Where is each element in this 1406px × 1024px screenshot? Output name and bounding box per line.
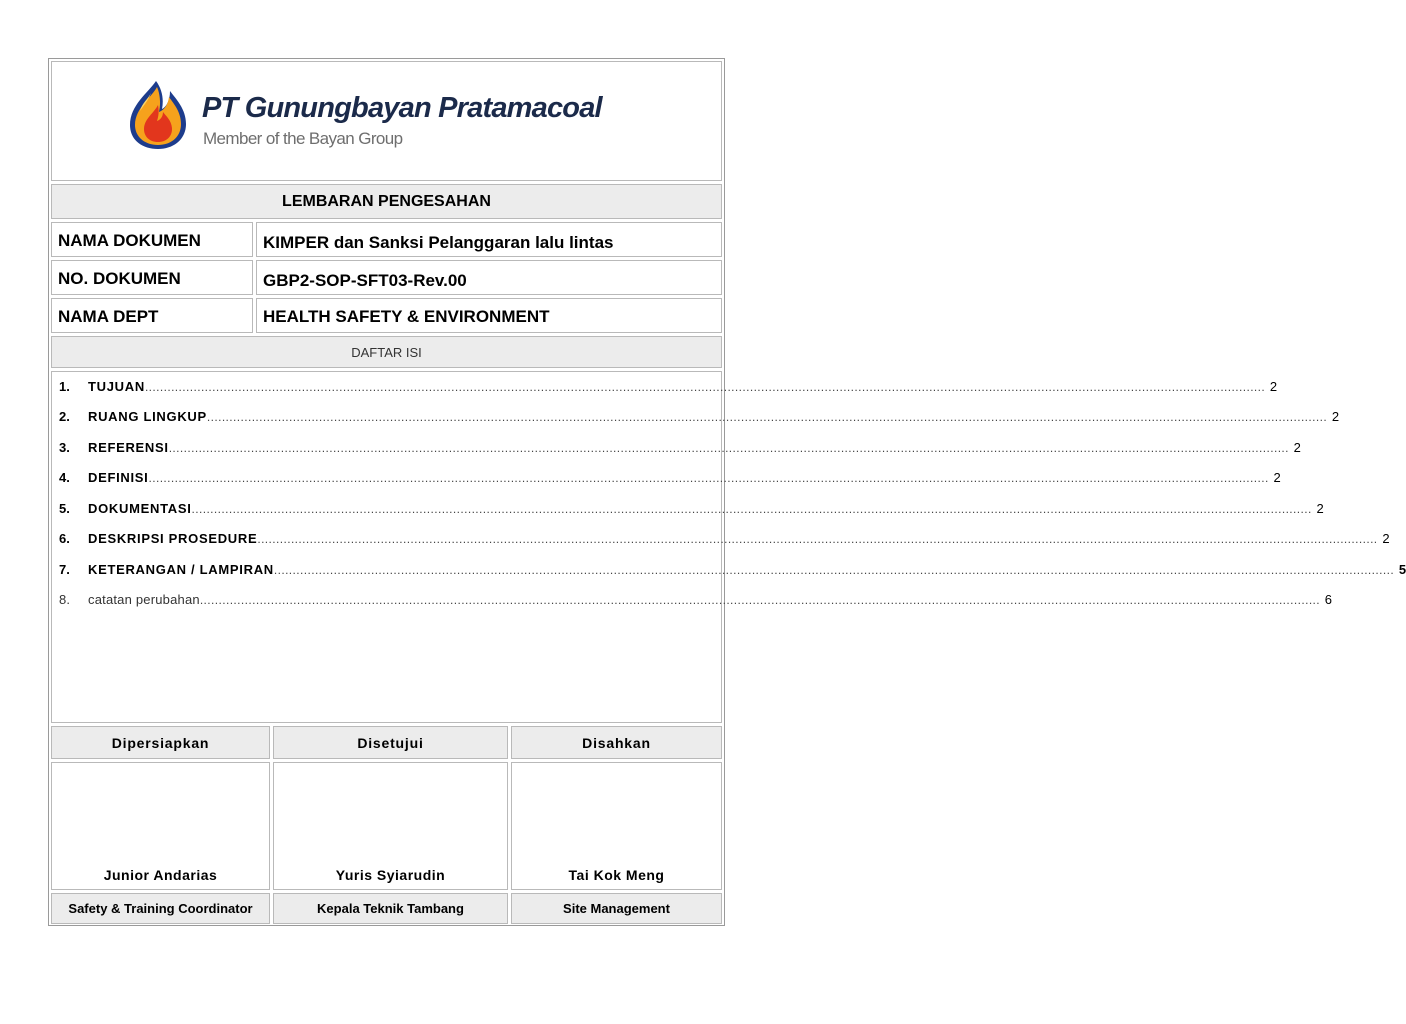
signatory-name: Yuris Syiarudin — [335, 867, 446, 883]
signatory-role-cell — [273, 893, 508, 924]
signatory-role-cell — [51, 893, 270, 924]
toc-item[interactable]: 4. DEFINISI ............................................................................................................................................................................................................................................................................................................ 2 — [59, 470, 1281, 485]
signatory-name: Tai Kok Meng — [568, 867, 665, 883]
field-value-document-number — [256, 260, 722, 295]
field-label-department — [51, 298, 253, 333]
signature-box — [273, 762, 508, 890]
signatory-role: Safety & Training Coordinator — [68, 901, 253, 916]
signatory-role: Kepala Teknik Tambang — [317, 901, 464, 916]
toc-leader-dots: ............................................................................................................................................................................................................................................................................................................ — [206, 410, 1328, 424]
signature-box — [51, 762, 270, 890]
signature-heading-cell — [51, 726, 270, 759]
field-label-document-number — [51, 260, 253, 295]
field-label-document-name — [51, 222, 253, 257]
sheet-title-cell — [51, 184, 722, 219]
toc-heading: DAFTAR ISI — [351, 345, 422, 360]
signature-heading: Disetujui — [357, 735, 424, 751]
field-value-department — [256, 298, 722, 333]
toc-item[interactable]: 1. TUJUAN ............................................................................................................................................................................................................................................................................................................ 2 — [59, 379, 1278, 394]
toc-leader-dots: ............................................................................................................................................................................................................................................................................................................ — [273, 563, 1395, 577]
toc-leader-dots: ............................................................................................................................................................................................................................................................................................................ — [257, 532, 1378, 546]
toc-list — [51, 371, 1406, 723]
toc-leader-dots: ............................................................................................................................................................................................................................................................................................................ — [168, 441, 1289, 455]
toc-heading-cell — [51, 336, 722, 368]
toc-leader-dots: ............................................................................................................................................................................................................................................................................................................ — [148, 471, 1269, 485]
logo-header — [51, 61, 722, 181]
signatory-name: Junior Andarias — [103, 867, 218, 883]
field-value-document-name — [256, 222, 722, 257]
sheet-title: LEMBARAN PENGESAHAN — [282, 193, 491, 210]
toc-item[interactable]: 5. DOKUMENTASI ............................................................................................................................................................................................................................................................................................................ 2 — [59, 501, 1324, 516]
signature-box — [511, 762, 722, 890]
toc-item[interactable]: 7. KETERANGAN / LAMPIRAN ............................................................................................................................................................................................................................................................................................................ 5 — [59, 562, 1406, 577]
field-label: NAMA DOKUMEN — [58, 231, 201, 250]
signature-heading-cell — [273, 726, 508, 759]
field-label: NAMA DEPT — [58, 307, 159, 326]
field-value: HEALTH SAFETY & ENVIRONMENT — [263, 307, 550, 326]
approval-sheet — [48, 58, 1406, 926]
signature-heading-cell — [511, 726, 722, 759]
field-label: NO. DOKUMEN — [58, 269, 181, 288]
toc-leader-dots: ............................................................................................................................................................................................................................................................................................................ — [144, 380, 1266, 394]
company-tagline: Member of the Bayan Group — [203, 129, 403, 148]
toc-item[interactable]: 6. DESKRIPSI PROSEDURE ............................................................................................................................................................................................................................................................................................................ 2 — [59, 531, 1390, 546]
toc-leader-dots: ............................................................................................................................................................................................................................................................................................................ — [191, 502, 1312, 516]
toc-item[interactable]: 2. RUANG LINGKUP ............................................................................................................................................................................................................................................................................................................ 2 — [59, 409, 1340, 424]
flame-logo-icon — [126, 79, 190, 151]
signature-heading: Dipersiapkan — [111, 735, 210, 751]
field-value: GBP2-SOP-SFT03-Rev.00 — [263, 271, 467, 290]
signatory-role-cell — [511, 893, 722, 924]
toc-item[interactable]: 8. catatan perubahan ............................................................................................................................................................................................................................................................................................................ 6 — [59, 592, 1333, 607]
toc-item[interactable]: 3. REFERENSI ............................................................................................................................................................................................................................................................................................................ 2 — [59, 440, 1301, 455]
signature-heading: Disahkan — [582, 735, 651, 751]
signatory-role: Site Management — [563, 901, 670, 916]
toc-leader-dots: ............................................................................................................................................................................................................................................................................................................ — [199, 593, 1321, 607]
field-value: KIMPER dan Sanksi Pelanggaran lalu lintas — [263, 233, 614, 252]
company-name: PT Gunungbayan Pratamacoal — [202, 92, 602, 124]
